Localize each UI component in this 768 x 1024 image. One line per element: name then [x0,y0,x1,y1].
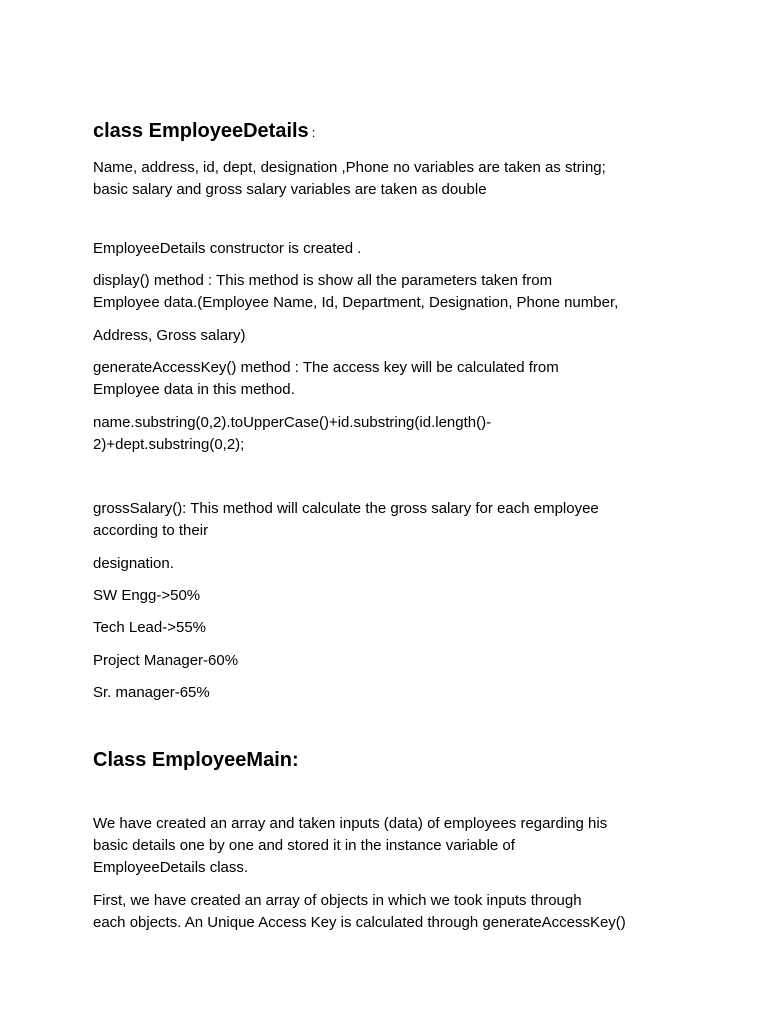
list-item: Tech Lead->55% [93,619,206,636]
code-line: 2)+dept.substring(0,2); [93,436,245,453]
paragraph-line: display() method : This method is show all the parameters taken from [93,272,553,289]
paragraph-line: designation. [93,555,174,572]
list-item: Project Manager-60% [93,652,239,669]
paragraph-line: Employee data in this method. [93,381,295,398]
paragraph-line: grossSalary(): This method will calculate the gross salary for each employee [93,500,599,517]
code-line: name.substring(0,2).toUpperCase()+id.substring(id.length()- [93,414,492,431]
paragraph-line: Employee data.(Employee Name, Id, Department, Designation, Phone number, [93,294,619,311]
paragraph-line: EmployeeDetails constructor is created . [93,240,362,257]
paragraph-line: First, we have created an array of objects in which we took inputs through [93,892,582,909]
heading-employee-details-text: class EmployeeDetails [93,120,309,142]
heading-employee-main: Class EmployeeMain: [93,749,299,771]
paragraph-line: generateAccessKey() method : The access key will be calculated from [93,359,559,376]
heading-employee-details [93,118,315,146]
paragraph-line: We have created an array and taken inputs (data) of employees regarding his [93,815,608,832]
list-item: SW Engg->50% [93,587,201,604]
paragraph-line: Address, Gross salary) [93,327,246,344]
heading-colon: : [311,125,316,140]
paragraph-line: EmployeeDetails class. [93,859,249,876]
paragraph-line: Name, address, id, dept, designation ,Phone no variables are taken as string; [93,159,606,176]
list-item: Sr. manager-65% [93,684,210,701]
paragraph-line: basic details one by one and stored it in the instance variable of [93,837,515,854]
paragraph-line: each objects. An Unique Access Key is calculated through generateAccessKey() [93,914,626,931]
paragraph-line: basic salary and gross salary variables are taken as double [93,181,487,198]
paragraph-line: according to their [93,522,209,539]
